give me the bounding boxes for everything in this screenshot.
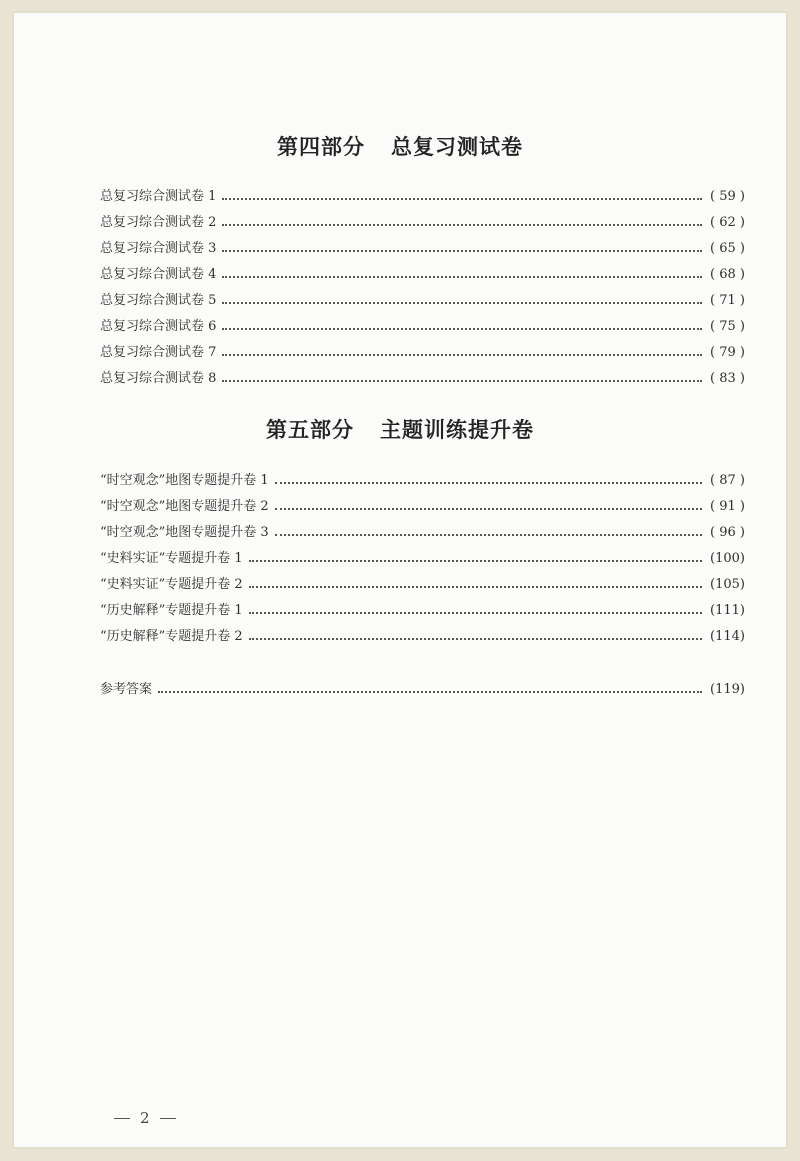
toc-entry-page: ( 71 ) — [710, 293, 745, 308]
toc-entry-page: ( 65 ) — [710, 241, 745, 256]
toc-entry-label: 总复习综合测试卷 5 — [100, 293, 217, 308]
section-title-part-four — [14, 131, 786, 161]
toc-entry[interactable] — [100, 468, 745, 488]
section-part-label: 第五部分 — [266, 418, 354, 442]
toc-entry[interactable] — [100, 572, 745, 592]
toc-entry-label: 总复习综合测试卷 1 — [100, 189, 217, 204]
dash-divider — [114, 1118, 130, 1119]
dot-leader — [222, 302, 702, 304]
toc-entry[interactable] — [100, 236, 745, 256]
dot-leader — [222, 198, 702, 200]
toc-entry[interactable] — [100, 598, 745, 618]
dot-leader — [222, 328, 702, 330]
toc-entry-page: ( 59 ) — [710, 189, 745, 204]
toc-entry[interactable] — [100, 624, 745, 644]
toc-entry[interactable] — [100, 314, 745, 334]
toc-entry[interactable] — [100, 546, 745, 566]
section-title-part-five — [14, 414, 786, 444]
toc-entry-label: “历史解释”专题提升卷 2 — [100, 629, 243, 644]
dot-leader — [222, 380, 702, 382]
dot-leader — [275, 508, 702, 510]
toc-entry[interactable] — [100, 288, 745, 308]
section-name-label: 主题训练提升卷 — [380, 418, 534, 442]
toc-entry[interactable] — [100, 366, 745, 386]
toc-entry-label: 总复习综合测试卷 7 — [100, 345, 217, 360]
toc-entry-label: “时空观念”地图专题提升卷 2 — [100, 499, 269, 514]
toc-entry-page: (111) — [710, 603, 745, 618]
dot-leader — [249, 586, 702, 588]
toc-entry-label: 总复习综合测试卷 3 — [100, 241, 217, 256]
toc-entry-label: 参考答案 — [100, 682, 153, 697]
page-number-footer — [104, 1109, 186, 1127]
dot-leader — [222, 224, 702, 226]
toc-entry-label: 总复习综合测试卷 4 — [100, 267, 217, 282]
dot-leader — [275, 534, 702, 536]
toc-entry-answers[interactable] — [100, 677, 745, 697]
toc-entry-label: 总复习综合测试卷 8 — [100, 371, 217, 386]
toc-entry[interactable] — [100, 210, 745, 230]
dot-leader — [158, 691, 702, 693]
toc-entry-page: ( 91 ) — [710, 499, 745, 514]
toc-entry-label: “历史解释”专题提升卷 1 — [100, 603, 243, 618]
toc-entry-page: ( 79 ) — [710, 345, 745, 360]
toc-entry-label: “史料实证”专题提升卷 1 — [100, 551, 243, 566]
section-part-label: 第四部分 — [277, 135, 365, 159]
dot-leader — [222, 276, 702, 278]
document-page — [13, 12, 787, 1148]
dot-leader — [249, 638, 702, 640]
toc-entry-page: ( 83 ) — [710, 371, 745, 386]
dash-divider — [160, 1118, 176, 1119]
toc-entry[interactable] — [100, 520, 745, 540]
toc-entry[interactable] — [100, 184, 745, 204]
toc-entry-page: ( 68 ) — [710, 267, 745, 282]
toc-entry-label: “时空观念”地图专题提升卷 1 — [100, 473, 269, 488]
toc-entry-label: “时空观念”地图专题提升卷 3 — [100, 525, 269, 540]
dot-leader — [249, 560, 702, 562]
toc-entry-page: ( 87 ) — [710, 473, 745, 488]
toc-entry[interactable] — [100, 262, 745, 282]
toc-entry-page: (114) — [710, 629, 745, 644]
toc-entry-label: 总复习综合测试卷 2 — [100, 215, 217, 230]
dot-leader — [275, 482, 702, 484]
toc-entry-label: 总复习综合测试卷 6 — [100, 319, 217, 334]
toc-entry[interactable] — [100, 340, 745, 360]
dot-leader — [222, 354, 702, 356]
toc-entry-page: (119) — [710, 682, 745, 697]
dot-leader — [249, 612, 702, 614]
toc-entry[interactable] — [100, 494, 745, 514]
toc-entry-page: (100) — [710, 551, 745, 566]
toc-entry-page: ( 96 ) — [710, 525, 745, 540]
toc-entry-page: (105) — [710, 577, 745, 592]
dot-leader — [222, 250, 702, 252]
section-name-label: 总复习测试卷 — [391, 135, 523, 159]
toc-entry-page: ( 62 ) — [710, 215, 745, 230]
page-number: 2 — [140, 1109, 150, 1127]
toc-entry-label: “史料实证”专题提升卷 2 — [100, 577, 243, 592]
toc-entry-page: ( 75 ) — [710, 319, 745, 334]
